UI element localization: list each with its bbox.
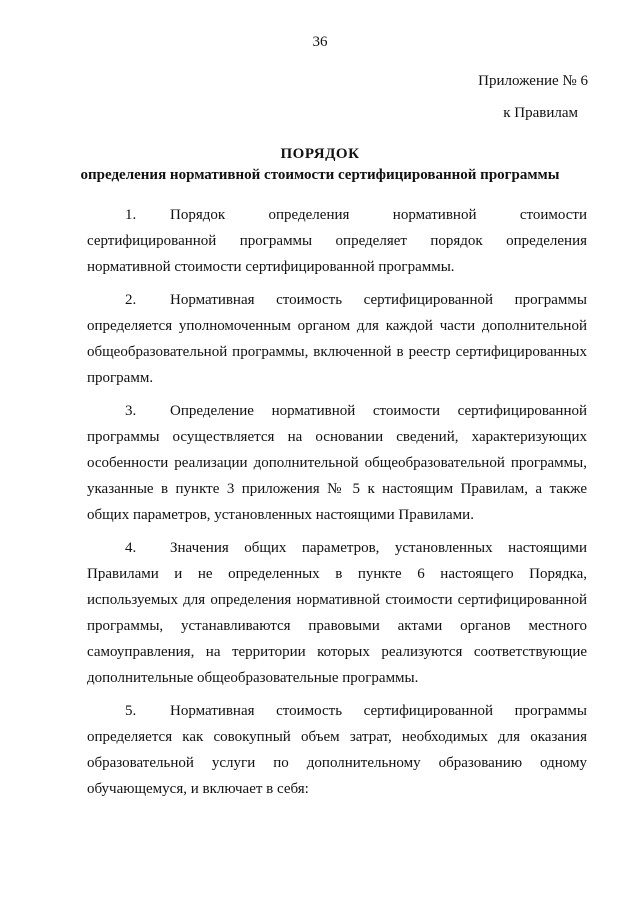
paragraph-3 <box>87 398 587 528</box>
paragraph-1 <box>87 202 587 280</box>
page-number: 36 <box>312 34 328 50</box>
paragraph-text: Нормативная стоимость сертифицированной программы определяется уполномоченным органом для каждой части дополнительной общеобразовательной программы, включенной в реестр сертифицированных программ. <box>87 292 587 386</box>
paragraph-4 <box>87 535 587 691</box>
paragraph-text: Определение нормативной стоимости сертифицированной программы осуществляется на основании сведений, характеризующих особенности реализации дополнительной общеобразовательной программы, указанные в пункте 3 приложения № 5 к настоящим Правилам, а также общих параметров, установленных настоящими Правилами. <box>87 403 587 523</box>
document-title: ПОРЯДОК <box>280 146 360 162</box>
paragraph-text: Нормативная стоимость сертифицированной программы определяется как совокупный объем затрат, необходимых для оказания образовательной услуги по дополнительному образованию одному обучающемуся, и включает в себя: <box>87 703 587 797</box>
appendix-rules-reference: к Правилам <box>503 105 578 121</box>
paragraph-5 <box>87 698 587 802</box>
paragraph-number: 4. <box>125 540 137 556</box>
appendix-reference: Приложение № 6 <box>478 73 588 89</box>
document-subtitle: определения нормативной стоимости сертифицированной программы <box>80 167 560 183</box>
paragraph-2 <box>87 287 587 391</box>
paragraph-text: Значения общих параметров, установленных настоящими Правилами и не определенных в пункте 6 настоящего Порядка, используемых для определения нормативной стоимости сертифицированной программы, устанавливаются правовыми актами органов местного самоуправления, на территории которых реализуются соответствующие дополнительные общеобразовательные программы. <box>87 540 587 686</box>
paragraph-number: 5. <box>125 703 137 719</box>
paragraph-number: 3. <box>125 403 137 419</box>
paragraph-number: 1. <box>125 207 137 223</box>
paragraph-text: Порядок определения нормативной стоимости сертифицированной программы определяет порядок определения нормативной стоимости сертифицированной программы. <box>87 207 587 275</box>
document-body <box>87 202 587 809</box>
paragraph-number: 2. <box>125 292 137 308</box>
